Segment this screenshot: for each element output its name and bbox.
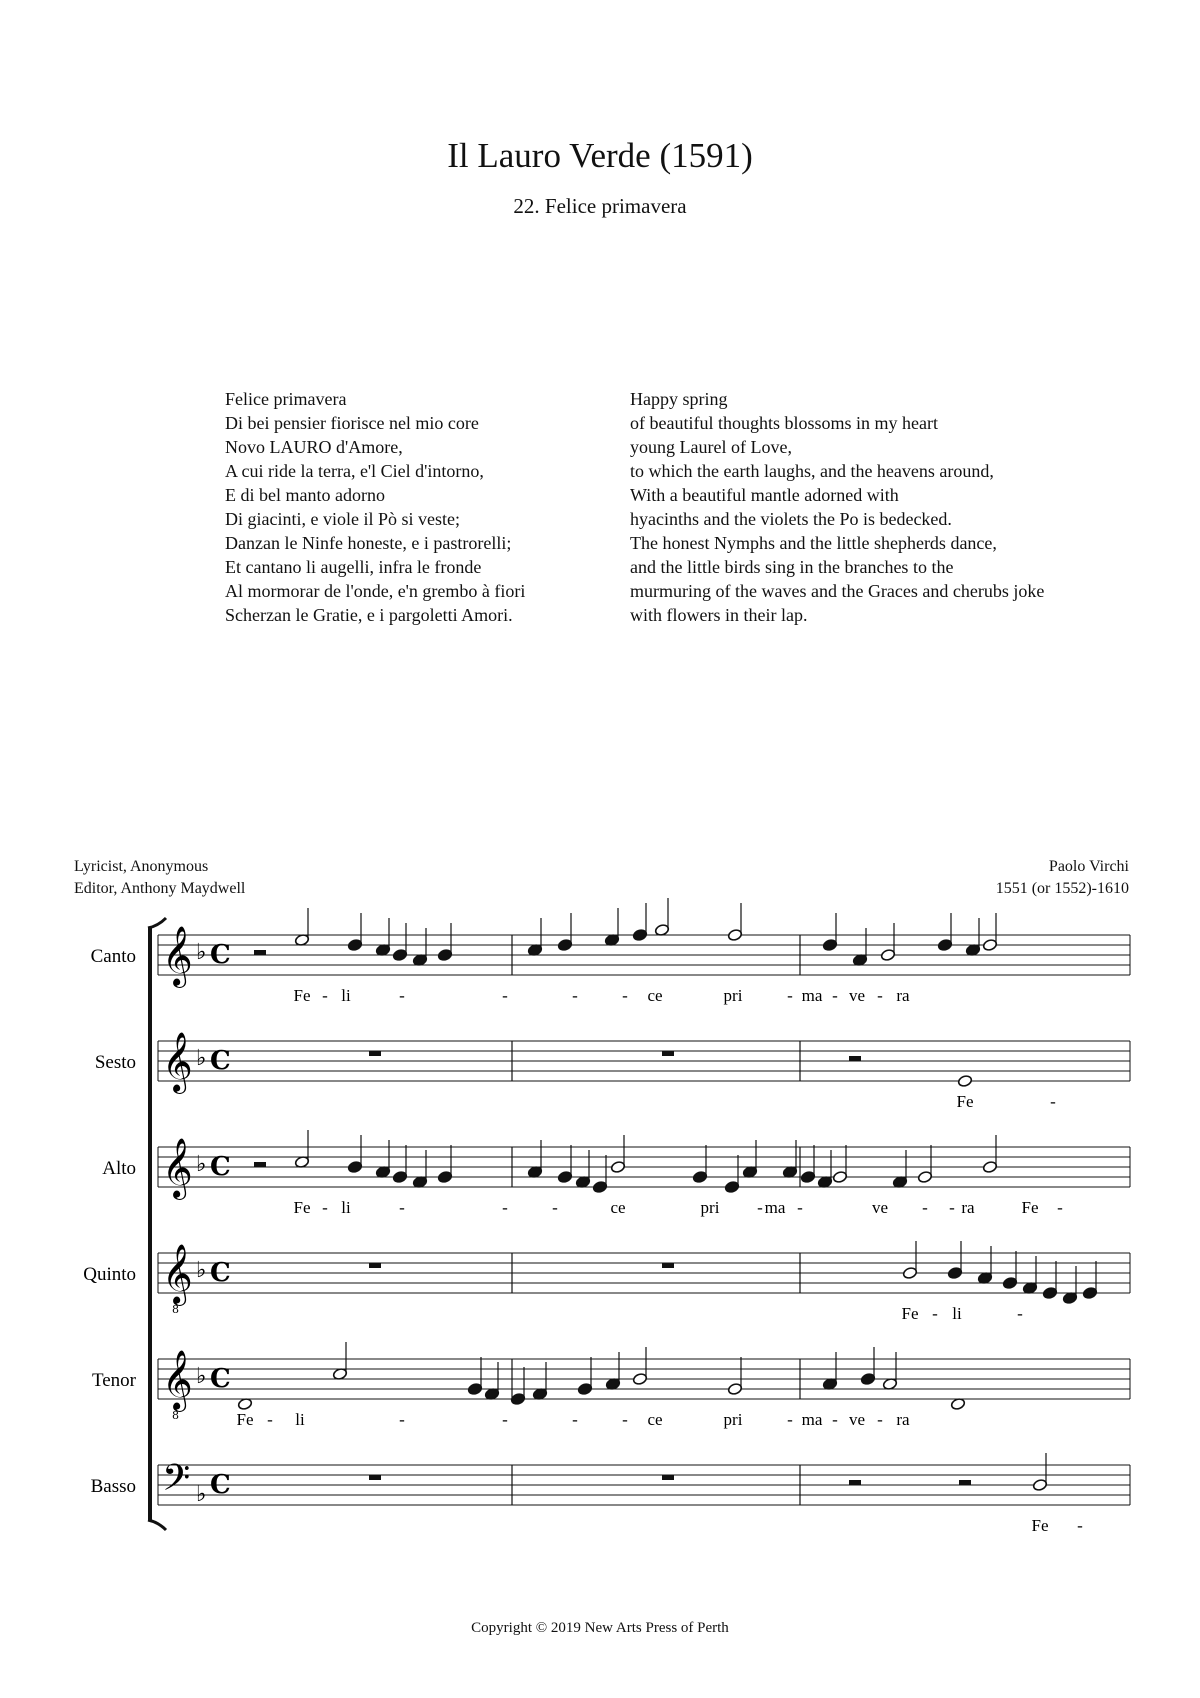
note-head [727, 1382, 742, 1395]
half-rest [849, 1480, 861, 1485]
whole-rest [369, 1051, 381, 1056]
note-head [557, 1170, 572, 1183]
voice-name-tenor: Tenor [91, 1370, 136, 1391]
poem-line: Et cantano li augelli, infra le fronde [225, 557, 482, 577]
lyric-syllable: - [877, 1410, 883, 1429]
voice-name-basso: Basso [90, 1476, 136, 1497]
lyric-syllable: Fe [1031, 1516, 1049, 1535]
time-signature: C [210, 1046, 231, 1076]
lyric-syllable: - [922, 1198, 928, 1217]
note-head [947, 1266, 962, 1279]
lyric-syllable: ve [848, 986, 866, 1005]
lyric-syllable: li [341, 986, 351, 1005]
flat-key-signature: ♭ [196, 940, 207, 965]
note-head [917, 1170, 932, 1183]
poem-line: E di bel manto adorno [225, 485, 385, 505]
time-signature: C [210, 1364, 231, 1394]
note-head [510, 1392, 525, 1405]
lyric-syllable: - [572, 986, 578, 1005]
lyric-syllable: ve [871, 1198, 889, 1217]
lyric-syllable: - [502, 1198, 508, 1217]
lyric-syllable: - [1077, 1516, 1083, 1535]
treble-clef-icon: 𝄞 [162, 1138, 193, 1198]
voice-name-alto: Alto [102, 1158, 136, 1179]
bracket-bottom-hook [148, 1520, 166, 1530]
lyric-syllable: pri [700, 1198, 720, 1217]
lyric-syllable: - [832, 986, 838, 1005]
treble-clef-icon: 𝄞 [162, 1350, 193, 1410]
lyric-syllable: - [787, 1410, 793, 1429]
note-head [1002, 1276, 1017, 1289]
composer-dates: 1551 (or 1552)-1610 [995, 880, 1129, 897]
poem-line: to which the earth laughs, and the heavens around, [630, 461, 994, 481]
poem-line: murmuring of the waves and the Graces and cherubs joke [630, 581, 1045, 601]
note-head [347, 938, 362, 951]
lyric-syllable: - [502, 986, 508, 1005]
whole-rest [369, 1263, 381, 1268]
poem-line: hyacinths and the violets the Po is bedecked. [630, 509, 952, 529]
note-head [902, 1266, 917, 1279]
note-head [727, 928, 742, 941]
note-head [822, 938, 837, 951]
voice-name-canto: Canto [90, 946, 136, 967]
note-head [1042, 1286, 1057, 1299]
composer-name: Paolo Virchi [1048, 858, 1129, 875]
flat-key-signature: ♭ [196, 1258, 207, 1283]
poem-line: Scherzan le Gratie, e i pargoletti Amori. [225, 605, 513, 625]
whole-rest [662, 1263, 674, 1268]
lyric-syllable: ra [896, 986, 910, 1005]
whole-rest [662, 1475, 674, 1480]
time-signature: C [210, 940, 231, 970]
note-head [467, 1382, 482, 1395]
system-bracket [148, 928, 152, 1520]
poem-line: Al mormorar de l'onde, e'n grembo à fiori [225, 581, 526, 601]
note-head [610, 1160, 625, 1173]
page-subtitle: 22. Felice primavera [513, 194, 687, 218]
note-head [1032, 1478, 1047, 1491]
note-head [832, 1170, 847, 1183]
half-rest [254, 1162, 266, 1167]
note-head [632, 928, 647, 941]
lyric-syllable: ce [647, 1410, 663, 1429]
octave-eight-mark: 8 [172, 1303, 179, 1316]
lyric-syllable: ve [848, 1410, 866, 1429]
note-head [437, 948, 452, 961]
poem-line: Felice primavera [225, 389, 347, 409]
note-head [437, 1170, 452, 1183]
note-head [392, 1170, 407, 1183]
poem-line: Happy spring [630, 389, 728, 409]
note-head [557, 938, 572, 951]
whole-rest [369, 1475, 381, 1480]
page-title: Il Lauro Verde (1591) [447, 136, 753, 175]
flat-key-signature: ♭ [196, 1364, 207, 1389]
lyric-syllable: - [502, 1410, 508, 1429]
half-rest [959, 1480, 971, 1485]
flat-key-signature: ♭ [196, 1046, 207, 1071]
lyric-syllable: Fe [1021, 1198, 1039, 1217]
poem-line: The honest Nymphs and the little shepherds dance, [630, 533, 997, 553]
lyric-syllable: pri [723, 986, 743, 1005]
lyric-syllable: - [552, 1198, 558, 1217]
lyric-syllable: - [877, 986, 883, 1005]
octave-eight-mark: 8 [172, 1409, 179, 1422]
voice-name-sesto: Sesto [94, 1052, 136, 1073]
poem-line: of beautiful thoughts blossoms in my heart [630, 413, 938, 433]
lyric-syllable: ma [764, 1198, 786, 1217]
treble-clef-icon: 𝄞 [162, 926, 193, 986]
note-head [860, 1372, 875, 1385]
flat-key-signature: ♭ [196, 1482, 207, 1507]
note-head [982, 938, 997, 951]
half-rest [849, 1056, 861, 1061]
note-head [724, 1180, 739, 1193]
note-head [880, 948, 895, 961]
note-head [982, 1160, 997, 1173]
note-head [577, 1382, 592, 1395]
note-head [1082, 1286, 1097, 1299]
lyric-syllable: - [932, 1304, 938, 1323]
lyric-syllable: - [832, 1410, 838, 1429]
lyric-syllable: - [757, 1198, 763, 1217]
lyric-syllable: ra [961, 1198, 975, 1217]
lyric-syllable: - [399, 986, 405, 1005]
time-signature: C [210, 1258, 231, 1288]
lyric-syllable: Fe [293, 986, 311, 1005]
time-signature: C [210, 1470, 231, 1500]
time-signature: C [210, 1152, 231, 1182]
half-rest [254, 950, 266, 955]
note-head [592, 1180, 607, 1193]
treble-clef-icon: 𝄞 [162, 1032, 193, 1092]
poem-line: With a beautiful mantle adorned with [630, 485, 899, 505]
lyric-syllable: - [622, 986, 628, 1005]
note-head [392, 948, 407, 961]
poem-line: young Laurel of Love, [630, 437, 792, 457]
note-head [692, 1170, 707, 1183]
poem-line: and the little birds sing in the branches to the [630, 557, 954, 577]
bass-clef-icon: 𝄢 [162, 1457, 191, 1508]
lyric-syllable: - [622, 1410, 628, 1429]
lyric-syllable: li [341, 1198, 351, 1217]
editor-credit: Editor, Anthony Maydwell [74, 880, 246, 897]
lyric-syllable: ma [801, 1410, 823, 1429]
lyric-syllable: ce [610, 1198, 626, 1217]
whole-rest [662, 1051, 674, 1056]
lyric-syllable: Fe [956, 1092, 974, 1111]
treble-clef-icon: 𝄞 [162, 1244, 193, 1304]
lyric-syllable: Fe [236, 1410, 254, 1429]
poem-line: Di giacinti, e viole il Pò si veste; [225, 509, 460, 529]
note-head [632, 1372, 647, 1385]
lyric-syllable: - [797, 1198, 803, 1217]
lyric-syllable: - [399, 1198, 405, 1217]
lyric-syllable: - [267, 1410, 273, 1429]
note-head [957, 1074, 972, 1087]
lyric-syllable: Fe [901, 1304, 919, 1323]
lyric-syllable: - [322, 1198, 328, 1217]
lyricist-credit: Lyricist, Anonymous [74, 858, 209, 875]
note-head [937, 938, 952, 951]
lyric-syllable: - [322, 986, 328, 1005]
lyric-syllable: ra [896, 1410, 910, 1429]
poem-line: Di bei pensier fiorisce nel mio core [225, 413, 479, 433]
copyright-notice: Copyright © 2019 New Arts Press of Perth [471, 1620, 729, 1636]
lyric-syllable: li [952, 1304, 962, 1323]
lyric-syllable: - [1050, 1092, 1056, 1111]
poem-line: with flowers in their lap. [630, 605, 808, 625]
lyric-syllable: - [949, 1198, 955, 1217]
poem-line: A cui ride la terra, e'l Ciel d'intorno, [225, 461, 484, 481]
lyric-syllable: - [787, 986, 793, 1005]
note-head [347, 1160, 362, 1173]
lyric-syllable: ce [647, 986, 663, 1005]
lyric-syllable: - [1057, 1198, 1063, 1217]
lyric-syllable: - [572, 1410, 578, 1429]
note-head [800, 1170, 815, 1183]
voice-name-quinto: Quinto [83, 1264, 136, 1285]
lyric-syllable: - [399, 1410, 405, 1429]
poem-line: Novo LAURO d'Amore, [225, 437, 403, 457]
lyric-syllable: li [295, 1410, 305, 1429]
lyric-syllable: Fe [293, 1198, 311, 1217]
lyric-syllable: ma [801, 986, 823, 1005]
lyric-syllable: pri [723, 1410, 743, 1429]
poem-line: Danzan le Ninfe honeste, e i pastrorelli; [225, 533, 512, 553]
lyric-syllable: - [1017, 1304, 1023, 1323]
flat-key-signature: ♭ [196, 1152, 207, 1177]
